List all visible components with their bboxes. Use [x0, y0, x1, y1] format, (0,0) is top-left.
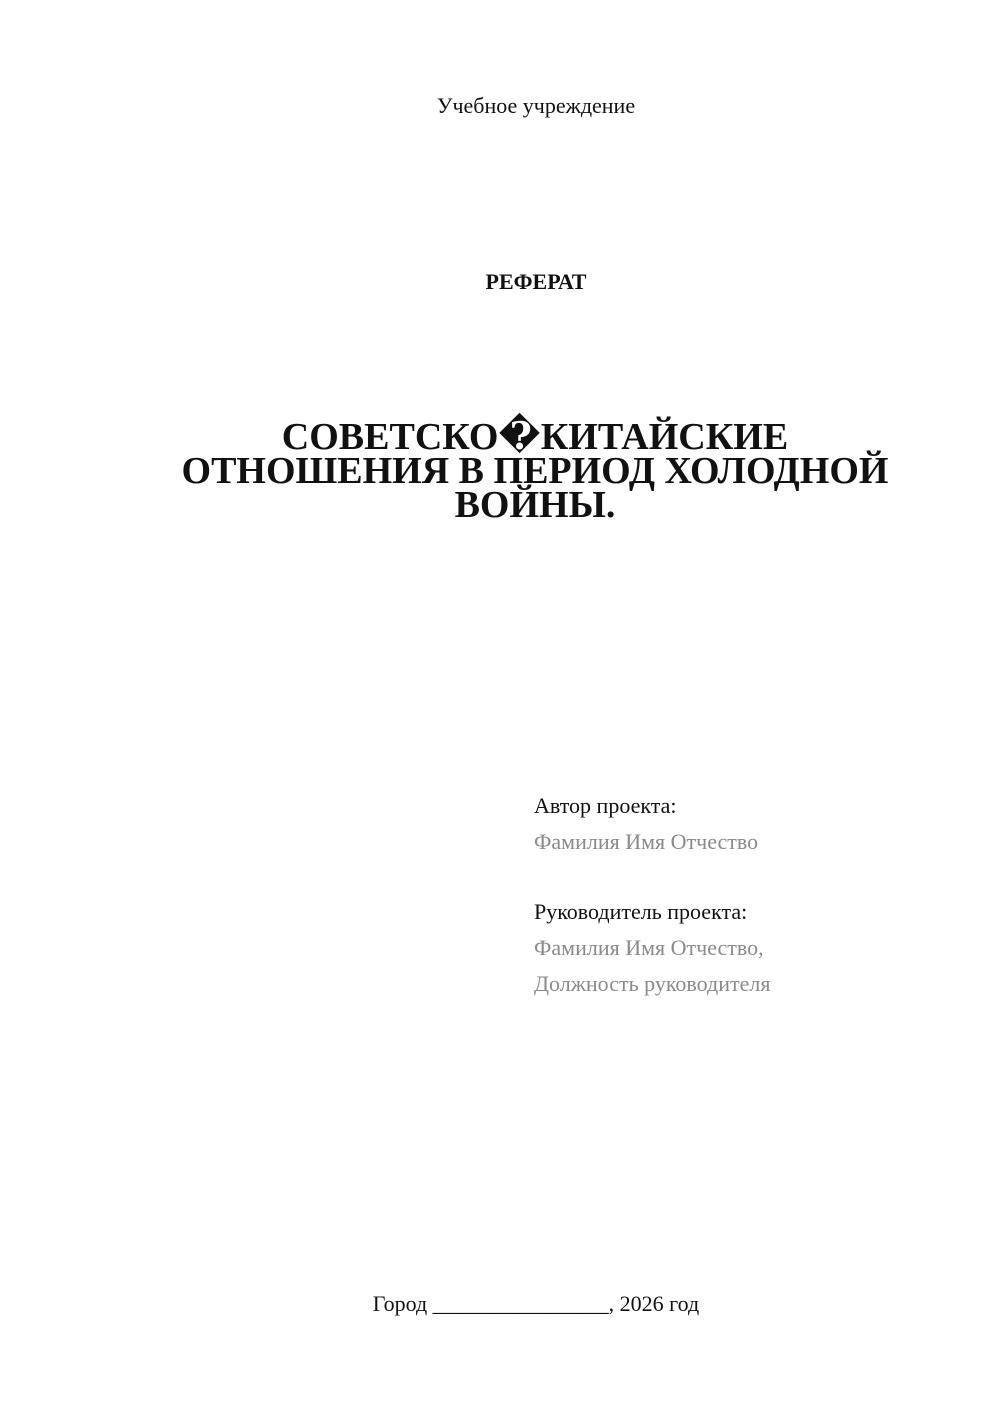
- title-line-1: СОВЕТСКО�КИТАЙСКИЕ: [281, 416, 789, 458]
- project-info: [534, 788, 954, 1002]
- supervisor-label: Руководитель проекта:: [534, 899, 748, 924]
- city-year-footer: Город ________________, 2026 год: [372, 1291, 700, 1316]
- supervisor-name: Фамилия Имя Отчество,: [534, 935, 764, 960]
- document-type: РЕФЕРАТ: [485, 269, 587, 294]
- title-line-3: ВОЙНЫ.: [454, 484, 616, 526]
- title-line-2: ОТНОШЕНИЯ В ПЕРИОД ХОЛОДНОЙ: [181, 450, 889, 492]
- author-label: Автор проекта:: [534, 793, 677, 818]
- supervisor-position: Должность руководителя: [534, 971, 771, 996]
- document-title: [150, 416, 920, 526]
- spacer: [534, 860, 954, 894]
- author-name: Фамилия Имя Отчество: [534, 829, 759, 854]
- institution-name: Учебное учреждение: [436, 93, 636, 118]
